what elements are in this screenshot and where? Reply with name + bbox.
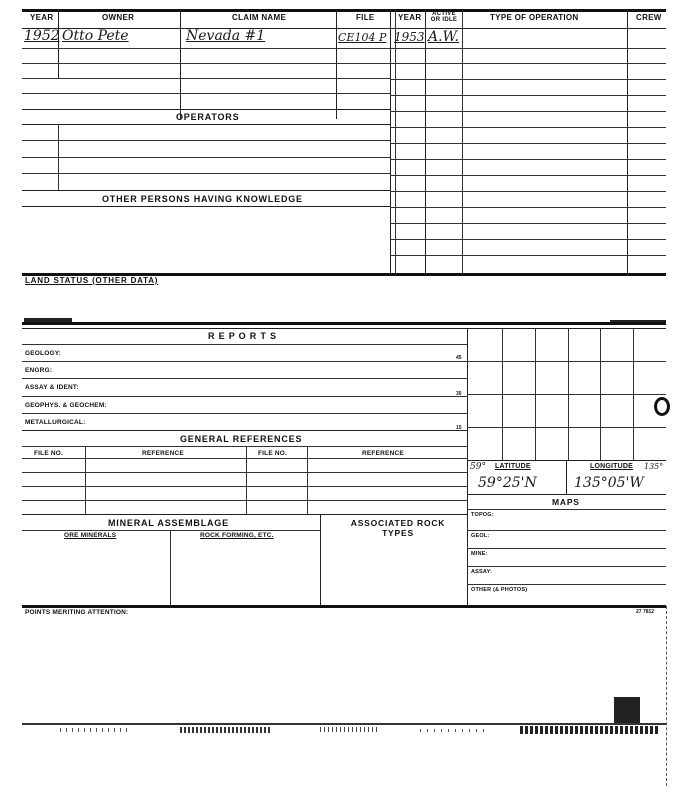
maps-title: MAPS [552,497,580,507]
ref-header-file-no-1: FILE NO. [34,450,64,457]
general-references-title: GENERAL REFERENCES [180,434,303,444]
latitude-prefix: 59° [470,462,486,472]
header-claim-name: CLAIM NAME [232,13,287,22]
entry-claim-name: Nevada #1 [186,28,266,44]
mineral-assemblage-title: MINERAL ASSEMBLAGE [108,518,229,528]
maps-row-topog: TOPOG: [471,512,494,518]
points-meriting-label: POINTS MERITING ATTENTION: [25,609,129,616]
ref-header-reference-1: REFERENCE [142,450,184,457]
maps-row-assay: ASSAY: [471,569,493,575]
associated-rock-types: ASSOCIATED ROCK TYPES [350,518,446,538]
maps-row-geol: GEOL: [471,533,490,539]
header-year-2: YEAR [398,13,422,22]
longitude-label: LONGITUDE [590,463,634,470]
maps-row-other: OTHER (& PHOTOS) [471,587,528,593]
operators-label: OPERATORS [176,112,240,122]
other-persons-label: OTHER PERSONS HAVING KNOWLEDGE [102,194,303,204]
ref-header-reference-2: REFERENCE [362,450,404,457]
report-row-engrg: ENGRG: [25,367,53,374]
report-row-geophys: GEOPHYS. & GEOCHEM: [25,402,107,409]
report-row-metallurgical: METALLURGICAL: [25,419,86,426]
header-type-of-operation: TYPE OF OPERATION [490,13,579,22]
ref-header-file-no-2: FILE NO. [258,450,288,457]
header-year: YEAR [30,13,54,22]
entry-op-status: A.W. [428,29,459,45]
header-file: FILE [356,13,375,22]
maps-row-mine: MINE: [471,551,488,557]
longitude-suffix: 135° [644,462,664,471]
land-status-label: LAND STATUS (OTHER DATA) [25,276,159,285]
header-crew: CREW [636,13,662,22]
ore-minerals-header: ORE MINERALS [64,532,117,539]
registration-mark-icon [654,397,670,416]
entry-owner: Otto Pete [62,28,129,44]
longitude-value: 135°05'W [574,475,644,491]
latitude-value: 59°25'N [478,475,537,491]
reports-title: R E P O R T S [208,331,277,341]
latitude-label: LATITUDE [495,463,531,470]
report-row-assay: ASSAY & IDENT: [25,384,79,391]
header-owner: OWNER [102,13,135,22]
entry-op-year: 1953 [394,30,425,44]
form-code: 27 7812 [636,609,655,615]
entry-year: 1952 [24,28,60,44]
rock-forming-header: ROCK FORMING, ETC. [200,532,274,539]
header-active-idle: ACTIVE OR IDLE [430,11,458,23]
entry-file: CE104 P [338,31,387,44]
report-row-geology: GEOLOGY: [25,350,62,357]
